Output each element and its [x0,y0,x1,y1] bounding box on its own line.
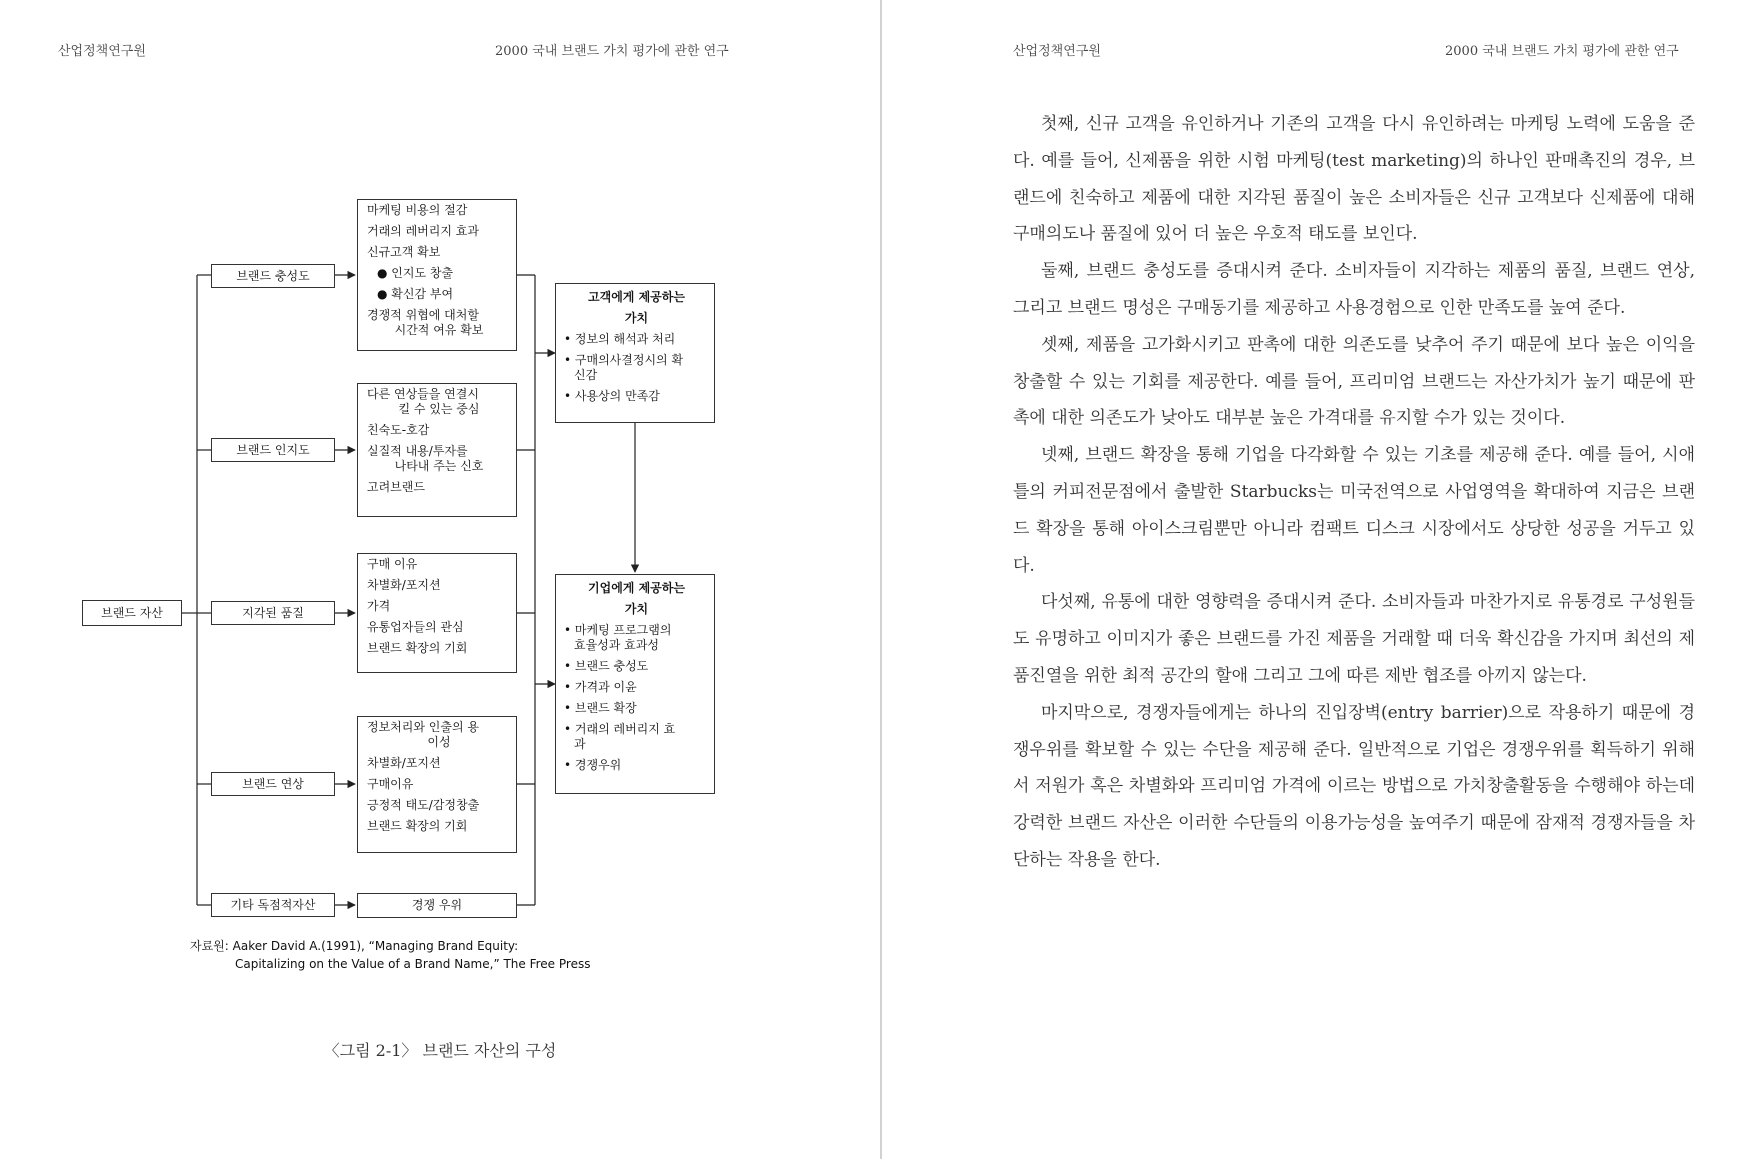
quality-item: 유통업자들의 관심 [367,620,464,634]
association-item: 브랜드 확장의 기회 [367,819,468,833]
loyalty-item: 시간적 여유 확보 [394,323,484,337]
competitive-advantage-box [357,893,517,918]
brand-equity-box [82,600,182,626]
brand-awareness-box [211,438,335,462]
customer-value-title-line1: 고객에게 제공하는 [588,290,685,304]
firm-value-title-line2: 가치 [624,602,649,616]
other-assets-label: 기타 독점적자산 [230,897,316,912]
association-item: 이성 [427,735,451,749]
loyalty-item: ● 인지도 창출 [377,266,454,280]
perceived-quality-box [211,601,335,625]
brand-awareness-label: 브랜드 인지도 [236,442,310,457]
body-paragraph-1: 첫째, 신규 고객을 유인하거나 기존의 고객을 다시 유인하려는 마케팅 노력에 도움을 준다. 예를 들어, 신제품을 위한 시험 마케팅(test marketing)의 하나인 판매촉진의 경우, 브랜드에 친숙하고 제품에 대한 지각된 품질이 높은 소비자들은 신규 고객보다 신제품에 대해 구매의도나 품질에 있어 더 높은 우호적 태도를 보인다. [1013,114,1695,245]
loyalty-item: 마케팅 비용의 절감 [367,203,468,217]
firm-value-item: • 경쟁우위 [564,758,622,772]
body-paragraph-2: 둘째, 브랜드 충성도를 증대시켜 준다. 소비자들이 지각하는 제품의 품질, 브랜드 연상, 그리고 브랜드 명성은 구매동기를 제공하고 사용경험으로 인한 만족도를 높여 준다. [1013,261,1695,318]
body-paragraph-6: 마지막으로, 경쟁자들에게는 하나의 진입장벽(entry barrier)으로 작용하기 때문에 경쟁우위를 확보할 수 있는 수단을 제공해 준다. 일반적으로 기업은 경쟁우위를 획득하기 위해서 저원가 혹은 차별화와 프리미엄 가격에 이르는 방법으로 가치창출활동을 수행해야 하는데 강력한 브랜드 자산은 이러한 수단들의 이용가능성을 높여주기 때문에 잠재적 경쟁자들을 차단하는 작용을 한다. [1013,702,1695,870]
left-header-title: 2000 국내 브랜드 가치 평가에 관한 연구 [495,44,729,59]
association-item: 차별화/포지션 [367,756,441,770]
awareness-item: 실질적 내용/투자를 [367,444,468,458]
firm-value-title-line1: 기업에게 제공하는 [588,581,685,595]
brand-loyalty-label: 브랜드 충성도 [236,268,310,283]
firm-value-item: • 거래의 레버리지 효 [564,722,676,736]
association-benefits-box [357,716,517,853]
figure-source-line2: Capitalizing on the Value of a Brand Name,” The Free Press [235,957,591,971]
customer-value-title [564,290,709,326]
association-item: 정보처리와 인출의 용 [367,720,479,734]
quality-benefits-box [357,553,517,673]
awareness-benefits-box [357,383,517,517]
loyalty-item: 경쟁적 위협에 대처할 [367,308,479,322]
quality-item: 브랜드 확장의 기회 [367,641,468,655]
association-item: 긍정적 태도/감정창출 [367,798,480,812]
quality-item: 차별화/포지션 [367,578,441,592]
awareness-item: 친숙도-호감 [367,423,430,437]
firm-value-title [564,581,709,617]
body-paragraph-4: 넷째, 브랜드 확장을 통해 기업을 다각화할 수 있는 기초를 제공해 준다. 예를 들어, 시애틀의 커피전문점에서 출발한 Starbucks는 미국전역으로 사업영역을 확대하여 지금은 브랜드 확장을 통해 아이스크림뿐만 아니라 컴팩트 디스크 시장에서도 상당한 성공을 거두고 있다. [1013,445,1695,576]
firm-value-item: 과 [574,737,586,751]
firm-value-item: 효율성과 효과성 [574,638,659,652]
customer-value-item: • 구매의사결정시의 확 [564,353,684,367]
quality-item: 가격 [367,599,391,613]
loyalty-benefits-box [357,199,517,351]
firm-value-item: • 마케팅 프로그램의 [564,623,672,637]
figure-source [190,937,590,973]
customer-value-item: 신감 [574,368,598,382]
customer-value-item: • 사용상의 만족감 [564,389,660,403]
awareness-item: 나타내 주는 신호 [394,459,484,473]
customer-value-item: • 정보의 해석과 처리 [564,332,676,346]
other-assets-box [211,893,335,917]
firm-value-item: • 브랜드 확장 [564,701,637,715]
firm-value-item: • 브랜드 충성도 [564,659,649,673]
brand-equity-label: 브랜드 자산 [101,605,163,620]
page-divider [880,0,882,1159]
quality-item: 구매 이유 [367,557,418,571]
customer-value-box [555,283,715,423]
customer-value-title-line2: 가치 [624,311,649,325]
brand-association-label: 브랜드 연상 [242,776,304,791]
awareness-item: 다른 연상들을 연결시 [367,387,479,401]
firm-value-item: • 가격과 이윤 [564,680,637,694]
loyalty-item: 신규고객 확보 [367,245,441,259]
loyalty-item: 거래의 레버리지 효과 [367,224,479,238]
brand-association-box [211,772,335,796]
awareness-item: 킬 수 있는 중심 [398,402,480,416]
competitive-advantage-label: 경쟁 우위 [411,898,463,912]
perceived-quality-label: 지각된 품질 [242,605,304,620]
body-text [1013,106,1695,879]
left-header-org: 산업정책연구원 [58,44,146,59]
firm-value-box [555,574,715,794]
association-item: 구매이유 [367,777,414,791]
right-header-org: 산업정책연구원 [1013,44,1101,59]
brand-loyalty-box [211,264,335,288]
body-paragraph-3: 셋째, 제품을 고가화시키고 판촉에 대한 의존도를 낮추어 주기 때문에 보다 높은 이익을 창출할 수 있는 기회를 제공한다. 예를 들어, 프리미엄 브랜드는 자산가치가 높기 때문에 판촉에 대한 의존도가 낮아도 대부분 높은 가격대를 유지할 수가 있는 것이다. [1013,334,1695,429]
awareness-item: 고려브랜드 [367,480,425,494]
body-paragraph-5: 다섯째, 유통에 대한 영향력을 증대시켜 준다. 소비자들과 마찬가지로 유통경로 구성원들도 유명하고 이미지가 좋은 브랜드를 가진 제품을 거래할 때 더욱 확신감을 가지며 최선의 제품진열을 위한 최적 공간의 할애 그리고 그에 따른 제반 협조를 아끼지 않는다. [1013,592,1695,686]
right-header-title: 2000 국내 브랜드 가치 평가에 관한 연구 [1445,44,1679,59]
figure-source-line1: 자료원: Aaker David A.(1991), “Managing Brand Equity: [190,939,519,953]
figure-caption: 〈그림 2-1〉 브랜드 자산의 구성 [323,1041,557,1060]
loyalty-item: ● 확신감 부여 [377,287,454,301]
